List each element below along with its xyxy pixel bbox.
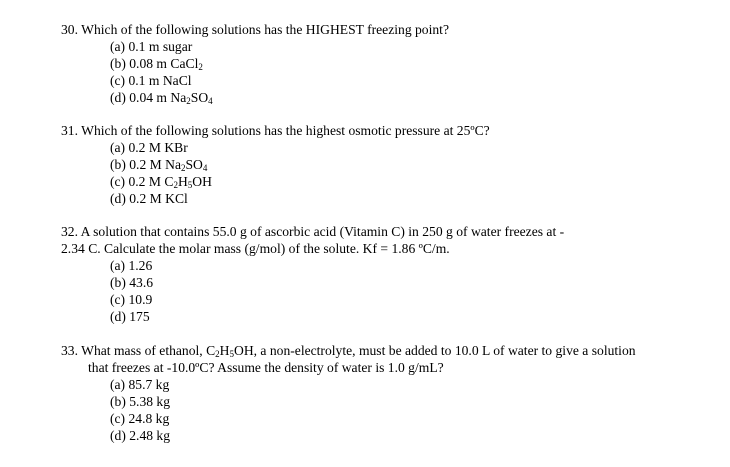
question-33-option-b: (b) 5.38 kg: [110, 394, 171, 409]
question-33-option-d: (d) 2.48 kg: [110, 428, 171, 443]
question-32-stem-line2: 2.34 C. Calculate the molar mass (g/mol) of the solute. Kf = 1.86 ºC/m.: [61, 241, 450, 256]
question-33-stem-line2: that freezes at -10.0ºC? Assume the density of water is 1.0 g/mL?: [88, 360, 444, 375]
question-32-stem-line1: 32. A solution that contains 55.0 g of ascorbic acid (Vitamin C) in 250 g of water freezes at -: [61, 224, 565, 239]
question-33-option-c: (c) 24.8 kg: [110, 411, 170, 426]
question-31-option-d: (d) 0.2 M KCl: [110, 191, 188, 206]
question-32-option-d: (d) 175: [110, 309, 150, 324]
question-33-stem-line1: 33. What mass of ethanol, $C_2H_5OH$, a non-electrolyte, must be added to 10.0 L of water to give a solution: [61, 343, 636, 359]
question-32-option-a: (a) 1.26: [110, 258, 153, 273]
question-32-option-b: (b) 43.6: [110, 275, 154, 290]
question-31-option-a: (a) 0.2 M KBr: [110, 140, 188, 155]
question-32-option-c: (c) 10.9: [110, 292, 153, 307]
question-33-option-a: (a) 85.7 kg: [110, 377, 170, 392]
question-31-stem: 31. Which of the following solutions has the highest osmotic pressure at 25ºC?: [61, 123, 490, 138]
question-30-option-a: (a) 0.1 m sugar: [110, 39, 193, 54]
question-30-stem: 30. Which of the following solutions has the HIGHEST freezing point?: [61, 22, 449, 37]
question-31-option-b: (b) 0.2 M $Na_2SO_4$: [110, 157, 208, 173]
question-31-option-c: (c) 0.2 M $C_2H_5OH$: [110, 174, 212, 190]
question-30-option-d: (d) 0.04 m $Na_2SO_4$: [110, 90, 213, 106]
question-30-option-c: (c) 0.1 m NaCl: [110, 73, 192, 88]
question-30-option-b: (b) 0.08 m CaCl$_2$: [110, 56, 203, 72]
